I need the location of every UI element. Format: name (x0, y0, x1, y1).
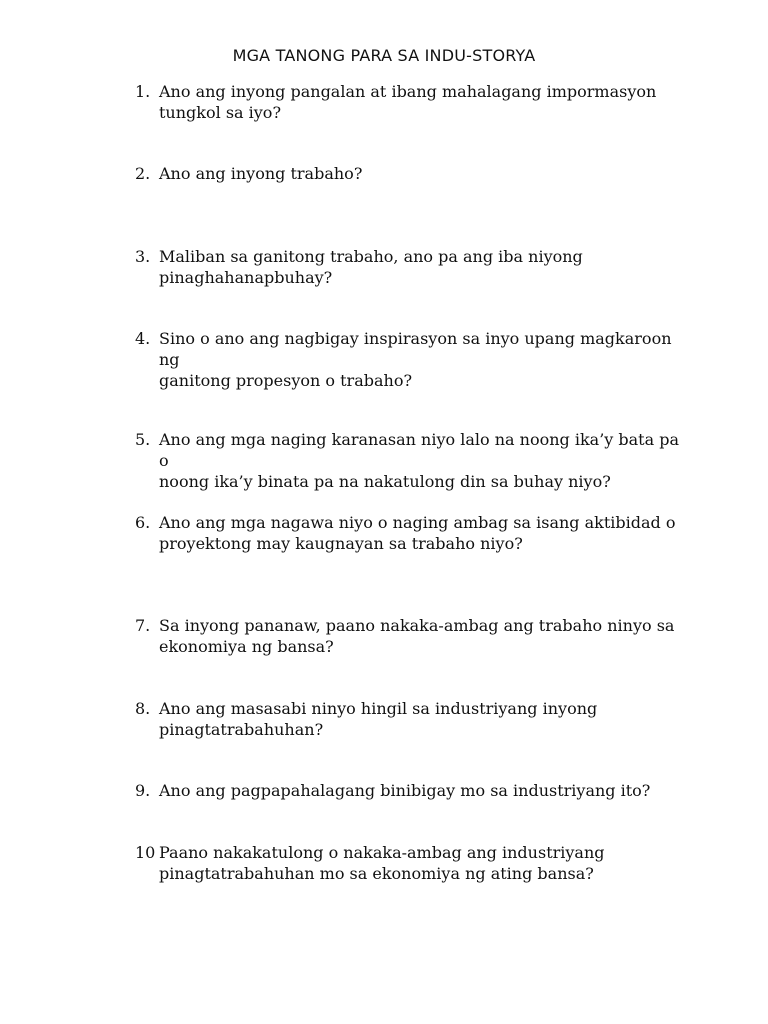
document-title: MGA TANONG PARA SA INDU-STORYA (232, 46, 536, 65)
question-number: 10 (135, 843, 156, 862)
question-text: Ano ang masasabi ninyo hingil sa industriyang inyong pinagtatrabahuhan? (159, 699, 598, 739)
question-text: Ano ang mga naging karanasan niyo lalo na noong ika’y bata pa o noong ika’y binata pa na nakatulong din sa buhay niyo? (159, 430, 680, 491)
question-text: Ano ang pagpapahalagang binibigay mo sa industriyang ito? (159, 781, 651, 800)
question-text: Maliban sa ganitong trabaho, ano pa ang iba niyong pinaghahanapbuhay? (159, 247, 583, 287)
question-number: 1. (135, 82, 151, 101)
question-text: Sa inyong pananaw, paano nakaka-ambag ang trabaho ninyo sa ekonomiya ng bansa? (159, 616, 675, 656)
question-number: 6. (135, 513, 151, 532)
question-text: Sino o ano ang nagbigay inspirasyon sa inyo upang magkaroon ng ganitong propesyon o trabaho? (159, 329, 672, 390)
question-number: 9. (135, 781, 151, 800)
question-number: 3. (135, 247, 151, 266)
question-number: 2. (135, 164, 151, 183)
question-text: Ano ang mga nagawa niyo o naging ambag sa isang aktibidad o proyektong may kaugnayan sa trabaho niyo? (159, 513, 676, 553)
question-number: 8. (135, 699, 151, 718)
question-number: 5. (135, 430, 151, 449)
question-text: Ano ang inyong trabaho? (159, 164, 363, 183)
question-text: Ano ang inyong pangalan at ibang mahalagang impormasyon tungkol sa iyo? (159, 82, 657, 122)
question-text: Paano nakakatulong o nakaka-ambag ang industriyang pinagtatrabahuhan mo sa ekonomiya ng ating bansa? (159, 843, 605, 883)
question-number: 4. (135, 329, 151, 348)
question-number: 7. (135, 616, 151, 635)
